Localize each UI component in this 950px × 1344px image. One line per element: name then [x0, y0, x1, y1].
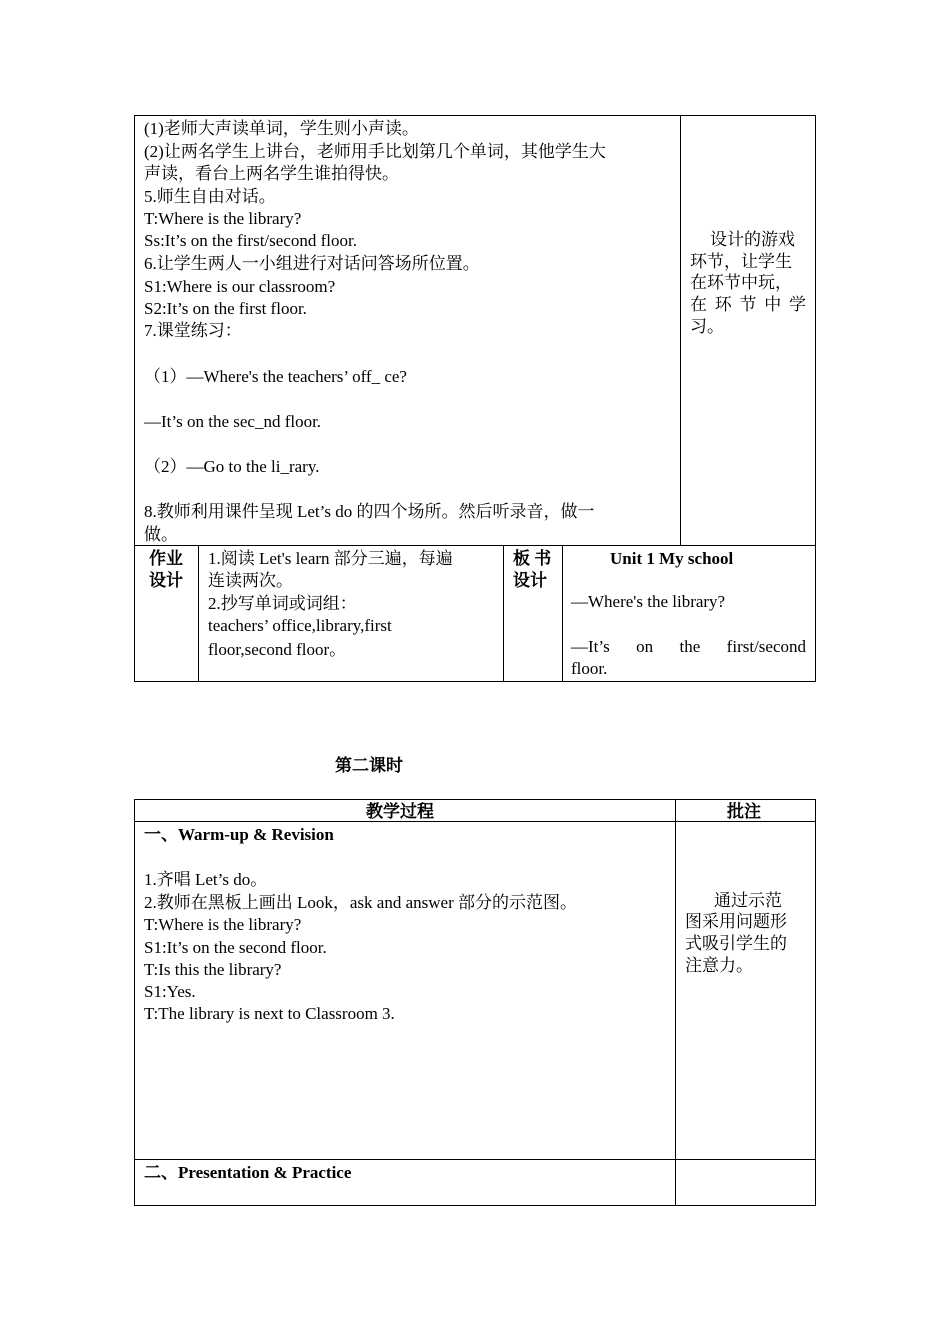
process-line: 8.教师利用课件呈现 Let’s do 的四个场所。然后听录音，做一 [144, 502, 595, 521]
warmup-note-line: 注意力。 [685, 956, 753, 975]
table1-divider-board-label [503, 545, 504, 682]
process-line: S1:Where is our classroom? [144, 277, 336, 296]
warmup-note-line: 式吸引学生的 [685, 934, 787, 953]
note-line: 在 环 节 中 学 [690, 295, 806, 314]
board-answer: floor. [571, 659, 608, 678]
process-line: 做。 [144, 525, 178, 544]
header-notes: 批注 [727, 802, 761, 821]
process-line: 7.课堂练习： [144, 321, 242, 340]
table1-divider-hw-label [198, 545, 199, 682]
warmup-note-line: 通过示范 [714, 891, 782, 910]
note-line: 设计的游戏 [710, 230, 795, 249]
board-answer: —It’s on the first/second [571, 637, 806, 656]
warmup-line: S1:Yes. [144, 982, 196, 1001]
homework-label: 设计 [149, 571, 183, 590]
process-line: (2)让两名学生上讲台，老师用手比划第几个单词，其他学生大 [144, 142, 606, 161]
process-line: Ss:It’s on the first/second floor. [144, 231, 357, 250]
board-label: 板 书 [513, 549, 552, 568]
homework-line: 2.抄写单词或词组： [208, 594, 357, 613]
section-title: 第二课时 [335, 756, 403, 775]
board-title: Unit 1 My school [610, 549, 734, 568]
note-line: 环节，让学生 [690, 252, 792, 271]
homework-line: floor,second floor。 [208, 640, 347, 659]
exercise-line: （2）—Go to the li_rary. [144, 457, 320, 476]
process-line: S2:It’s on the first floor. [144, 299, 307, 318]
exercise-line: —It’s on the sec_nd floor. [144, 412, 322, 431]
table2-divider-notes [675, 799, 676, 1206]
warmup-line: T:Is this the library? [144, 960, 282, 979]
warmup-line: 2.教师在黑板上画出 Look，ask and answer 部分的示范图。 [144, 893, 577, 912]
homework-line: 1.阅读 Let's learn 部分三遍，每遍 [208, 549, 453, 568]
warmup-line: 1.齐唱 Let’s do。 [144, 870, 268, 889]
table1-divider-notes [680, 115, 681, 546]
exercise-line: （1）—Where's the teachers’ off_ ce? [144, 367, 407, 386]
process-line: T:Where is the library? [144, 209, 302, 228]
warmup-note-line: 图采用问题形 [685, 912, 787, 931]
process-line: (1)老师大声读单词，学生则小声读。 [144, 119, 419, 138]
warmup-title: 一、Warm-up & Revision [144, 825, 334, 844]
table2-row-divider [134, 1159, 816, 1160]
process-line: 5.师生自由对话。 [144, 187, 276, 206]
table1-divider-homework [134, 545, 816, 546]
warmup-line: T:The library is next to Classroom 3. [144, 1004, 395, 1023]
homework-line: teachers’ office,library,first [208, 616, 392, 635]
table2-header-divider [134, 821, 816, 822]
board-label: 设计 [513, 571, 547, 590]
board-question: —Where's the library? [571, 592, 726, 611]
table1-divider-board-content [562, 545, 563, 682]
process-line: 声读，看台上两名学生谁拍得快。 [144, 164, 399, 183]
warmup-line: S1:It’s on the second floor. [144, 938, 327, 957]
note-line: 习。 [690, 317, 724, 336]
header-process: 教学过程 [366, 802, 434, 821]
warmup-line: T:Where is the library? [144, 915, 302, 934]
presentation-title: 二、Presentation & Practice [144, 1163, 352, 1182]
homework-line: 连读两次。 [208, 571, 293, 590]
homework-label: 作业 [149, 549, 183, 568]
process-line: 6.让学生两人一小组进行对话问答场所位置。 [144, 254, 480, 273]
note-line: 在环节中玩， [690, 273, 792, 292]
